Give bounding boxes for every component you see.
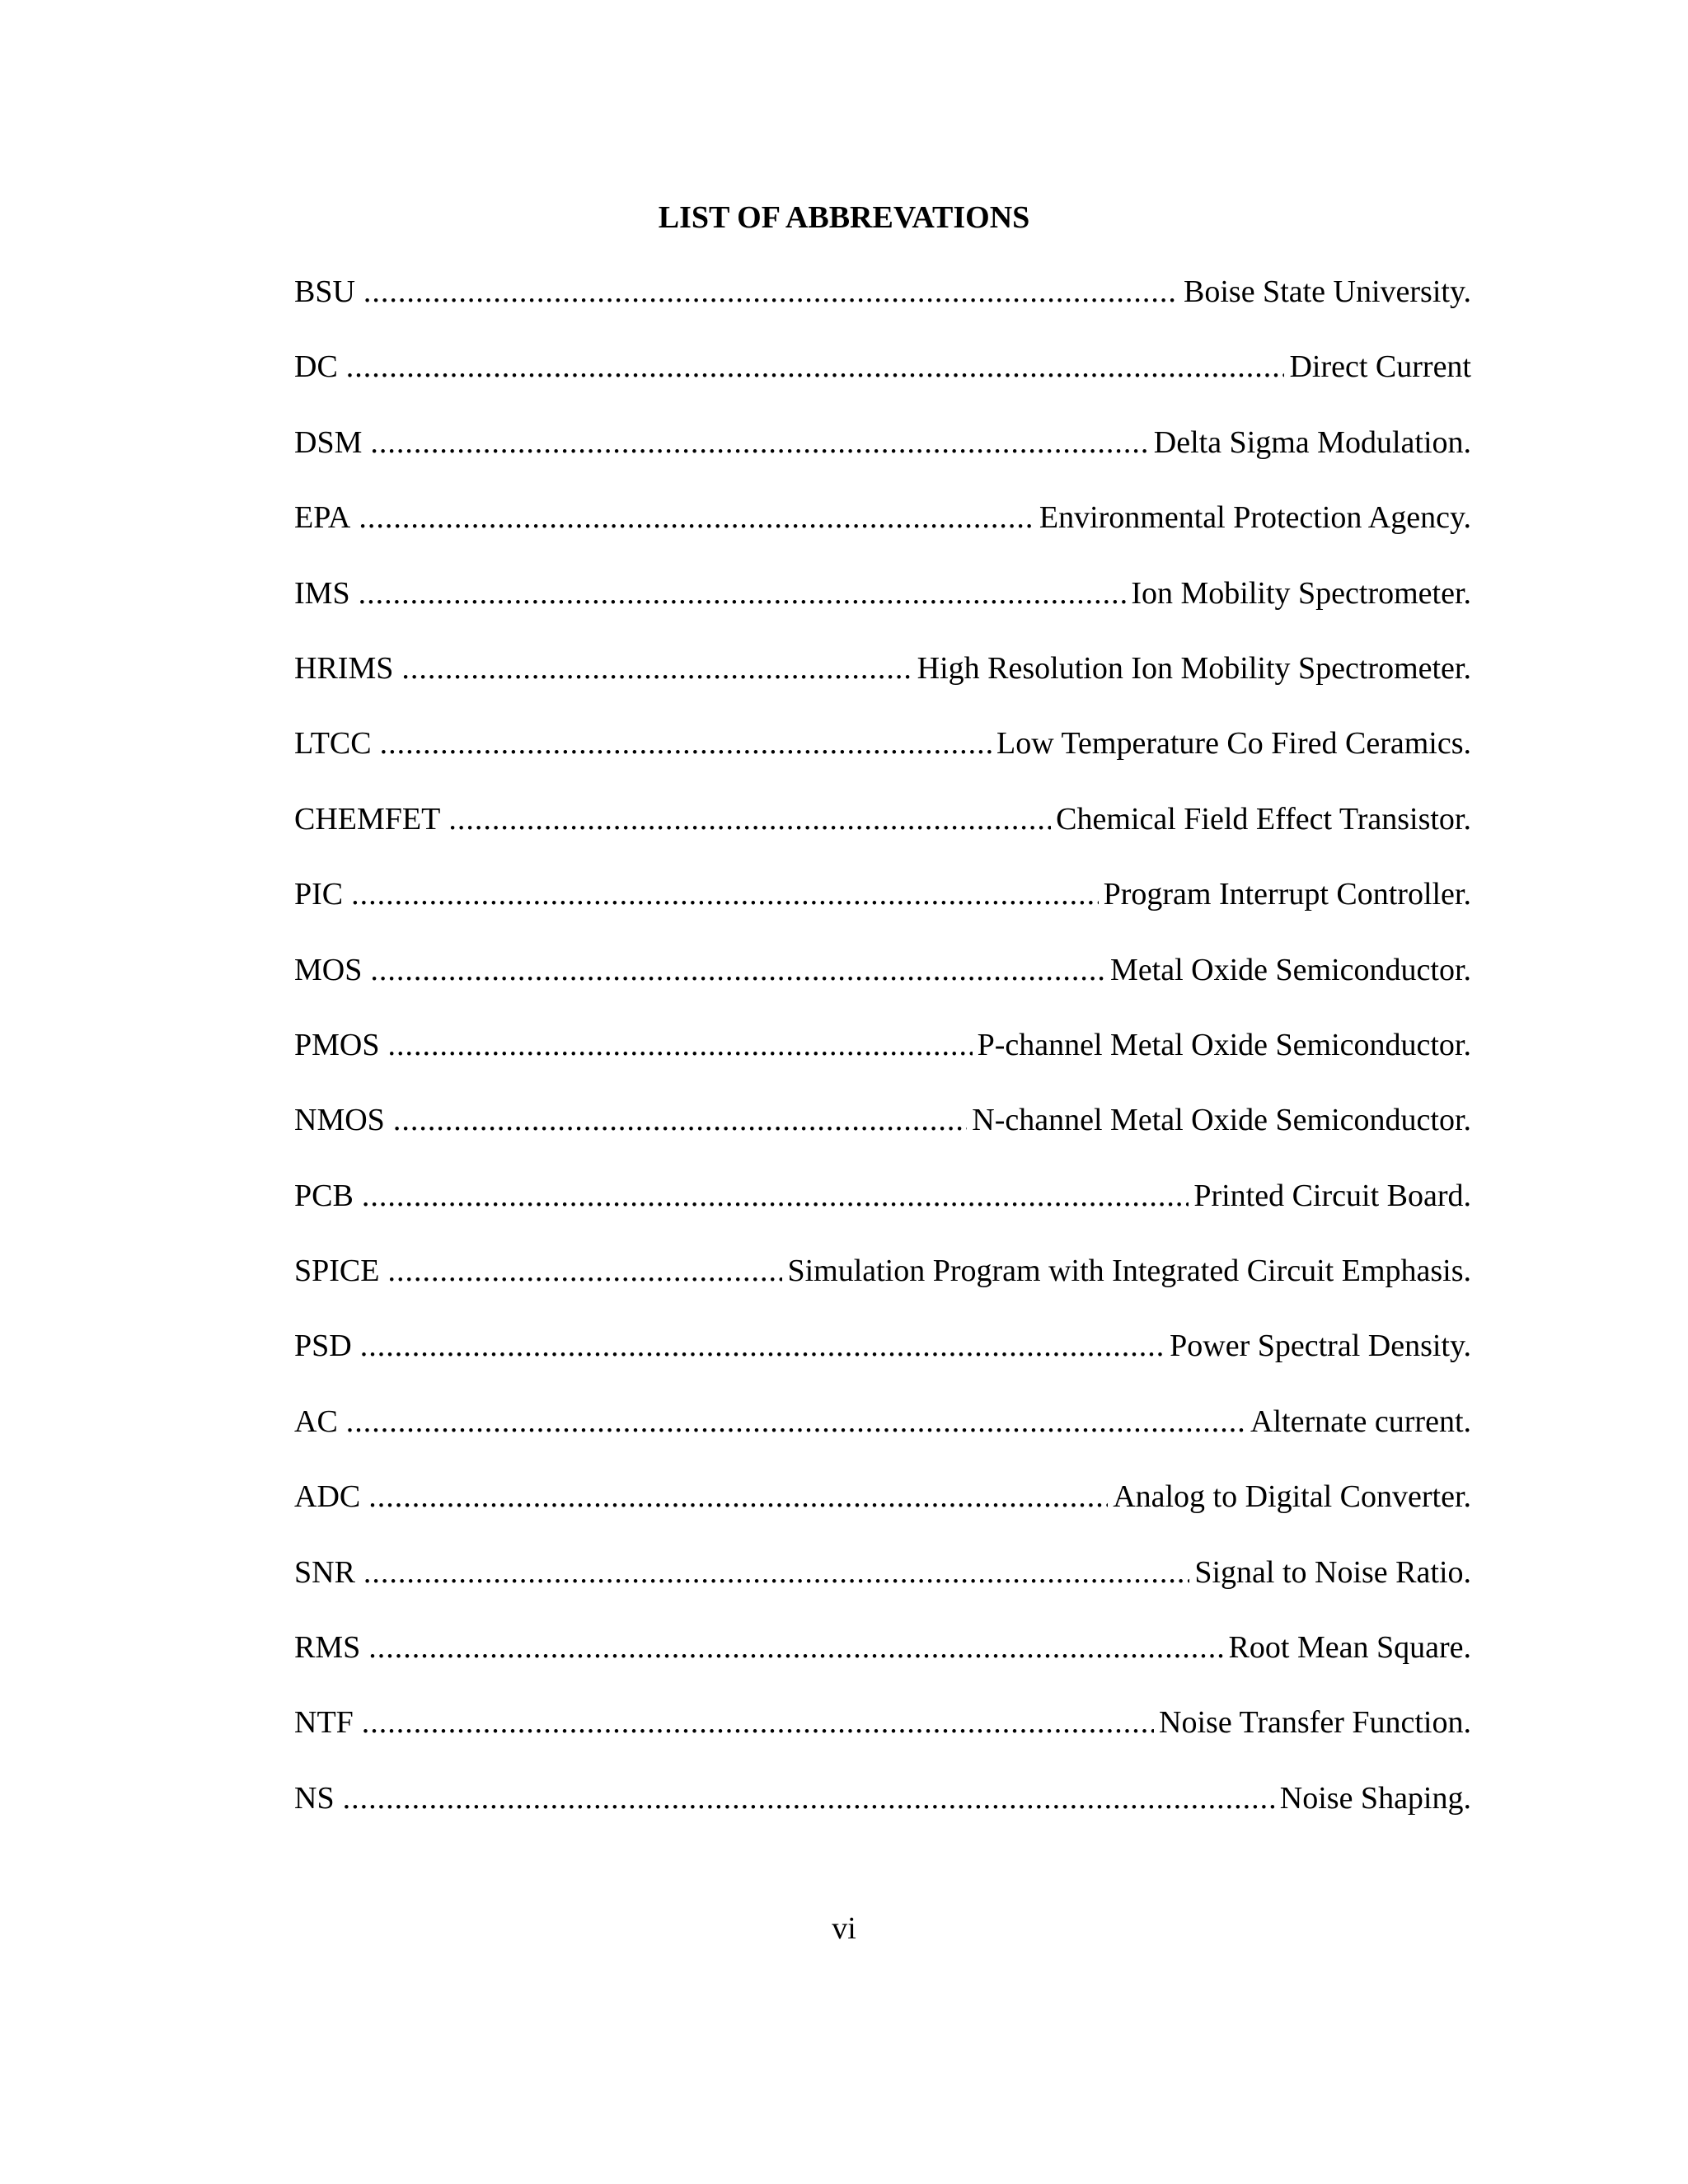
dot-leader bbox=[346, 1399, 1245, 1445]
abbreviation-term: PSD bbox=[294, 1329, 352, 1364]
abbreviation-row-ac bbox=[294, 1399, 1471, 1474]
abbreviation-row-adc bbox=[294, 1474, 1471, 1549]
abbreviation-definition: Chemical Field Effect Transistor. bbox=[1056, 801, 1471, 837]
abbreviation-definition: Analog to Digital Converter. bbox=[1113, 1479, 1471, 1515]
abbreviation-definition: Boise State University. bbox=[1184, 274, 1471, 309]
abbreviation-definition: N-channel Metal Oxide Semiconductor. bbox=[972, 1103, 1471, 1138]
abbreviation-definition: Low Temperature Co Fired Ceramics. bbox=[996, 726, 1471, 762]
abbreviation-row-ltcc bbox=[294, 720, 1471, 795]
abbreviation-definition: Program Interrupt Controller. bbox=[1103, 877, 1471, 912]
abbreviation-term: PIC bbox=[294, 877, 344, 912]
abbreviation-row-mos bbox=[294, 947, 1471, 1022]
abbreviation-term: IMS bbox=[294, 575, 350, 611]
abbreviation-row-dc bbox=[294, 344, 1471, 419]
abbreviation-term: CHEMFET bbox=[294, 801, 441, 837]
abbreviation-term: SPICE bbox=[294, 1254, 380, 1289]
abbreviation-row-pmos bbox=[294, 1022, 1471, 1097]
abbreviation-definition: Metal Oxide Semiconductor. bbox=[1110, 952, 1471, 987]
dot-leader bbox=[448, 796, 1051, 842]
abbreviation-term: PCB bbox=[294, 1178, 354, 1213]
abbreviation-term: LTCC bbox=[294, 726, 372, 762]
dot-leader bbox=[343, 1775, 1275, 1821]
dot-leader bbox=[370, 419, 1148, 466]
abbreviation-term: DSM bbox=[294, 424, 363, 460]
dot-leader bbox=[359, 570, 1127, 616]
abbreviation-list bbox=[294, 269, 1471, 1850]
dot-leader bbox=[388, 1022, 973, 1068]
abbreviation-definition: Delta Sigma Modulation. bbox=[1153, 424, 1471, 460]
page-number: vi bbox=[832, 1911, 856, 1946]
abbreviation-definition: Signal to Noise Ratio. bbox=[1194, 1554, 1471, 1590]
abbreviation-definition: Simulation Program with Integrated Circuit Emphasis. bbox=[787, 1254, 1471, 1289]
page-title: LIST OF ABBREVATIONS bbox=[658, 200, 1030, 235]
abbreviation-definition: Power Spectral Density. bbox=[1170, 1329, 1471, 1364]
abbreviation-term: EPA bbox=[294, 500, 351, 536]
abbreviation-definition: Direct Current bbox=[1289, 349, 1471, 385]
abbreviation-row-ns bbox=[294, 1775, 1471, 1850]
abbreviation-row-psd bbox=[294, 1323, 1471, 1398]
dot-leader bbox=[368, 1474, 1108, 1520]
dot-leader bbox=[346, 344, 1285, 390]
abbreviation-row-rms bbox=[294, 1624, 1471, 1699]
dot-leader bbox=[401, 645, 912, 691]
abbreviation-term: NTF bbox=[294, 1705, 354, 1741]
abbreviation-row-nmos bbox=[294, 1097, 1471, 1172]
abbreviation-definition: Printed Circuit Board. bbox=[1193, 1178, 1471, 1213]
abbreviation-definition: Ion Mobility Spectrometer. bbox=[1131, 575, 1471, 611]
dot-leader bbox=[362, 1173, 1189, 1219]
abbreviation-term: BSU bbox=[294, 274, 355, 309]
abbreviation-definition: Root Mean Square. bbox=[1228, 1630, 1471, 1666]
dot-leader bbox=[368, 1624, 1223, 1671]
dot-leader bbox=[360, 1323, 1165, 1369]
dot-leader bbox=[393, 1097, 967, 1143]
abbreviation-term: HRIMS bbox=[294, 650, 394, 686]
abbreviation-definition: Noise Shaping. bbox=[1279, 1780, 1471, 1816]
abbreviation-row-chemfet bbox=[294, 796, 1471, 871]
abbreviation-term: NMOS bbox=[294, 1103, 385, 1138]
abbreviation-term: AC bbox=[294, 1404, 338, 1439]
abbreviation-term: ADC bbox=[294, 1479, 361, 1515]
abbreviation-row-bsu bbox=[294, 269, 1471, 344]
abbreviation-row-epa bbox=[294, 494, 1471, 569]
abbreviation-row-spice bbox=[294, 1248, 1471, 1323]
dot-leader bbox=[387, 1248, 782, 1294]
abbreviation-definition: Alternate current. bbox=[1250, 1404, 1471, 1439]
dot-leader bbox=[363, 1549, 1189, 1596]
abbreviation-term: SNR bbox=[294, 1554, 355, 1590]
abbreviation-row-ims bbox=[294, 570, 1471, 645]
dot-leader bbox=[363, 269, 1179, 315]
abbreviation-row-pcb bbox=[294, 1173, 1471, 1248]
abbreviation-definition: P-channel Metal Oxide Semiconductor. bbox=[977, 1027, 1471, 1062]
abbreviation-term: PMOS bbox=[294, 1027, 380, 1062]
abbreviation-row-hrims bbox=[294, 645, 1471, 720]
dot-leader bbox=[370, 947, 1105, 993]
dot-leader bbox=[362, 1699, 1154, 1746]
abbreviation-term: NS bbox=[294, 1780, 335, 1816]
abbreviation-definition: Environmental Protection Agency. bbox=[1039, 500, 1471, 536]
abbreviation-definition: Noise Transfer Function. bbox=[1159, 1705, 1471, 1741]
abbreviation-term: RMS bbox=[294, 1630, 361, 1666]
abbreviation-definition: High Resolution Ion Mobility Spectrometer. bbox=[917, 650, 1471, 686]
abbreviation-row-ntf bbox=[294, 1699, 1471, 1774]
dot-leader bbox=[359, 494, 1034, 541]
abbreviation-term: MOS bbox=[294, 952, 363, 987]
dot-leader bbox=[380, 720, 992, 766]
abbreviation-term: DC bbox=[294, 349, 338, 385]
abbreviation-row-dsm bbox=[294, 419, 1471, 494]
abbreviation-row-snr bbox=[294, 1549, 1471, 1624]
dot-leader bbox=[351, 871, 1098, 917]
abbreviation-row-pic bbox=[294, 871, 1471, 946]
